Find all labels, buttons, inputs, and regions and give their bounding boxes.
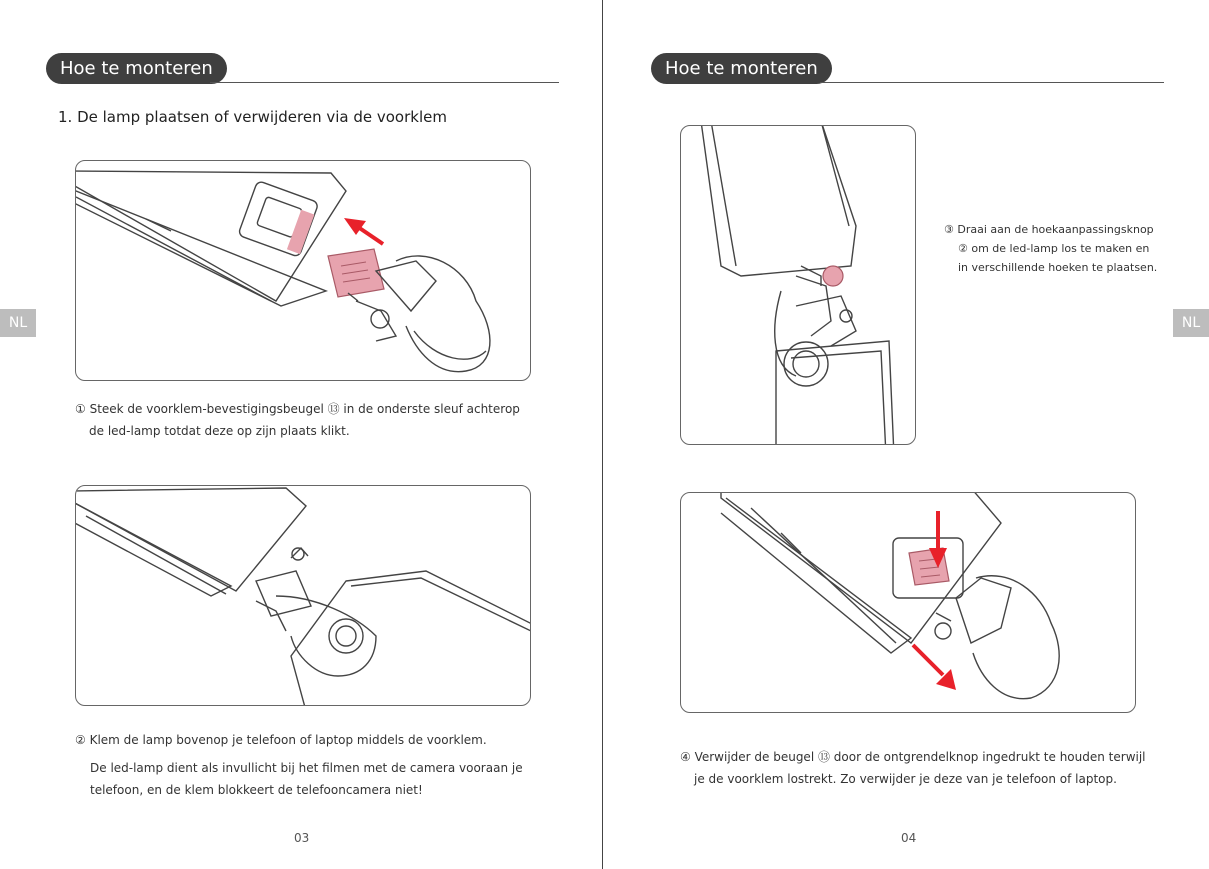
arrow-insert-icon <box>344 218 383 244</box>
step1-line2: de led-lamp totdat deze op zijn plaats klikt. <box>89 424 350 438</box>
manual-page-right <box>604 0 1207 869</box>
step2-note <box>90 757 523 801</box>
language-tab-left: NL <box>0 309 36 337</box>
step3-line3: in verschillende hoeken te plaatsen. <box>958 261 1158 274</box>
step4-line2: je de voorklem lostrekt. Zo verwijder je deze van je telefoon of laptop. <box>694 772 1117 786</box>
page-number-left: 03 <box>294 831 310 845</box>
language-tab-right: NL <box>1173 309 1209 337</box>
illustration-clamp-on-phone <box>75 485 531 706</box>
step1-caption <box>75 398 520 442</box>
section-title: 1. De lamp plaatsen of verwijderen via de voorklem <box>58 108 447 126</box>
arrow-remove-icon <box>913 645 956 690</box>
section-heading-pill: Hoe te monteren <box>651 53 832 84</box>
step3-line1: ③ Draai aan de hoekaanpassingsknop <box>944 223 1154 236</box>
step2-caption <box>75 729 487 751</box>
step2-note-line2: telefoon, en de klem blokkeert de telefooncamera niet! <box>90 783 423 797</box>
step3-line2: ② om de led-lamp los te maken en <box>958 242 1150 255</box>
step2-line1: ② Klem de lamp bovenop je telefoon of laptop middels de voorklem. <box>75 733 487 747</box>
illustration-insert-bracket <box>75 160 531 381</box>
manual-page-left <box>0 0 603 869</box>
heading-rule <box>210 82 559 83</box>
step4-line1: ④ Verwijder de beugel ⑬ door de ontgrendelknop ingedrukt te houden terwijl <box>680 750 1146 764</box>
step1-line1: ① Steek de voorklem-bevestigingsbeugel ⑬ in de onderste sleuf achterop <box>75 402 520 416</box>
heading-rule <box>820 82 1164 83</box>
angle-knob-highlight <box>823 266 843 286</box>
step4-caption <box>680 746 1146 790</box>
step3-caption <box>944 220 1157 277</box>
page-number-right: 04 <box>901 831 917 845</box>
illustration-remove-bracket <box>680 492 1136 713</box>
illustration-angle-knob <box>680 125 916 445</box>
step2-note-line1: De led-lamp dient als invullicht bij het filmen met de camera vooraan je <box>90 761 523 775</box>
section-heading-pill: Hoe te monteren <box>46 53 227 84</box>
